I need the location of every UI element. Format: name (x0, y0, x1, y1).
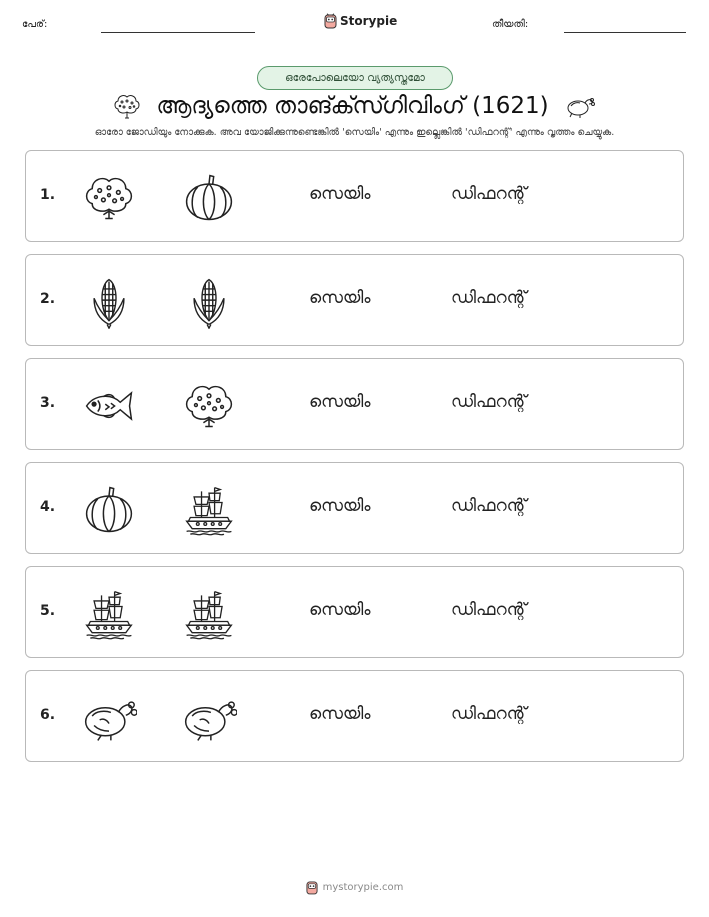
different-option[interactable]: ഡിഫറന്റ് (451, 600, 527, 620)
different-option[interactable]: ഡിഫറന്റ് (451, 704, 527, 724)
exercise-card (25, 462, 684, 554)
turkey-icon (563, 92, 597, 120)
footer-url[interactable]: mystorypie.com (322, 882, 404, 893)
exercise-card (25, 254, 684, 346)
same-option[interactable]: സെയിം (309, 392, 371, 412)
turkey-icon (81, 691, 137, 745)
question-number: 5. (40, 603, 56, 619)
same-option[interactable]: സെയിം (309, 184, 371, 204)
same-option[interactable]: സെയിം (309, 600, 371, 620)
question-number: 1. (40, 187, 56, 203)
page-title: ആദ്യത്തെ താങ്ക്സ്ഗിവിംഗ് (1621) (156, 93, 549, 119)
different-option[interactable]: ഡിഫറന്റ് (451, 496, 527, 516)
ship-icon (81, 587, 137, 641)
storypie-mascot-icon (324, 13, 337, 29)
corn-icon (81, 275, 137, 329)
different-option[interactable]: ഡിഫറന്റ് (451, 288, 527, 308)
corn-icon (181, 275, 237, 329)
ship-icon (181, 483, 237, 537)
same-option[interactable]: സെയിം (309, 704, 371, 724)
tree-icon (112, 92, 142, 120)
date-label: തീയതി: (492, 19, 529, 30)
exercise-card (25, 150, 684, 242)
question-number: 4. (40, 499, 56, 515)
same-option[interactable]: സെയിം (309, 496, 371, 516)
pumpkin-icon (81, 483, 137, 537)
name-line[interactable] (101, 32, 255, 33)
different-option[interactable]: ഡിഫറന്റ് (451, 184, 527, 204)
footer (0, 880, 709, 895)
storypie-mascot-icon (306, 880, 318, 895)
brand-logo (324, 13, 397, 29)
tree-icon (181, 379, 237, 433)
question-number: 2. (40, 291, 56, 307)
question-number: 6. (40, 707, 56, 723)
different-option[interactable]: ഡിഫറന്റ് (451, 392, 527, 412)
fish-icon (81, 379, 137, 433)
title-row (0, 88, 709, 124)
exercise-card (25, 358, 684, 450)
brand-name: Storypie (340, 14, 398, 28)
question-number: 3. (40, 395, 56, 411)
ship-icon (181, 587, 237, 641)
exercise-card (25, 566, 684, 658)
pumpkin-icon (181, 171, 237, 225)
category-badge: ഒരേപോലെയോ വ്യത്യസ്തമോ (257, 66, 453, 90)
exercise-card (25, 670, 684, 762)
tree-icon (81, 171, 137, 225)
turkey-icon (181, 691, 237, 745)
same-option[interactable]: സെയിം (309, 288, 371, 308)
date-line[interactable] (564, 32, 686, 33)
name-label: പേര്: (22, 19, 48, 30)
instructions: ഓരോ ജോഡിയും നോക്കുക. അവ യോജിക്കുന്നുണ്ടെങ്കിൽ 'സെയിം' എന്നും ഇല്ലെങ്കിൽ 'ഡിഫറന്റ്' എന്നും വൃത്തം ചെയ്യുക. (94, 127, 615, 138)
